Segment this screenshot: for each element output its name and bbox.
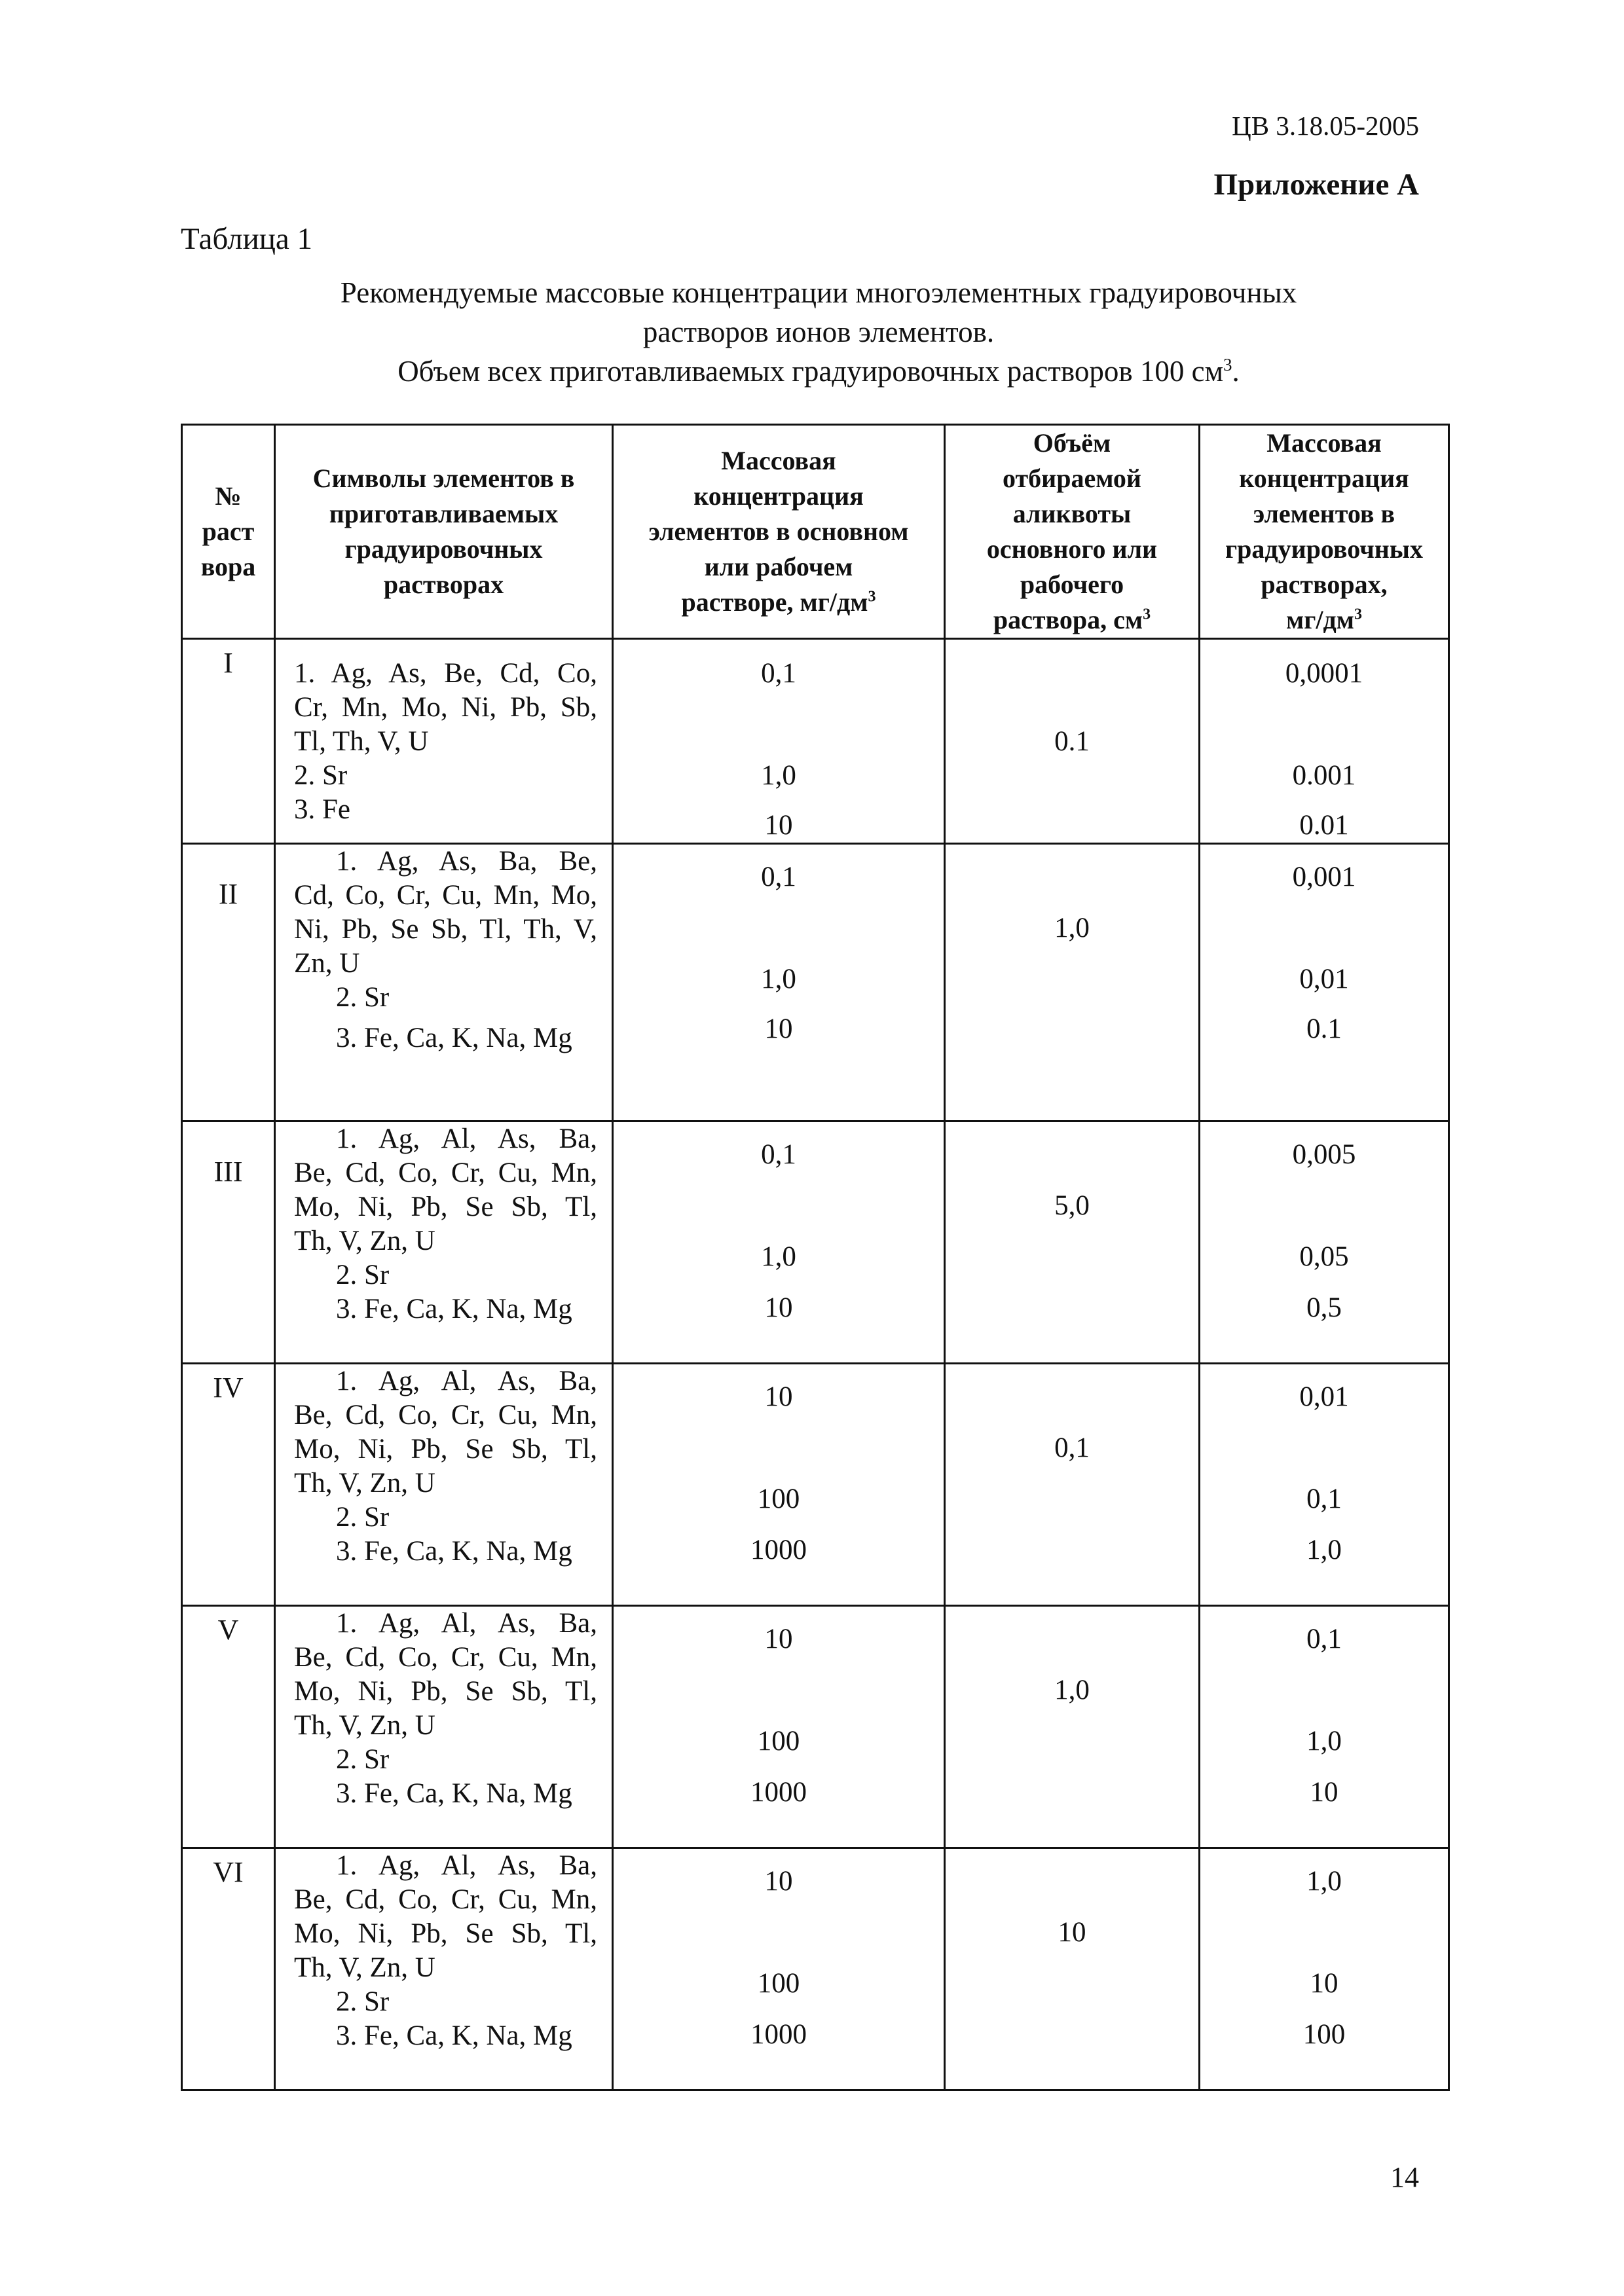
element-line: Be, Cd, Co, Cr, Cu, Mn,	[294, 1642, 597, 1673]
stock-value: 10	[764, 1866, 793, 1897]
element-line: 2. Sr	[336, 982, 390, 1013]
element-line: 2. Sr	[336, 1502, 390, 1533]
header-line: Массовая	[1266, 428, 1382, 458]
calib-value: 0,01	[1299, 964, 1349, 994]
element-line: Th, V, Zn, U	[294, 1468, 435, 1499]
stock-value: 0,1	[761, 658, 796, 689]
col-header-stock-concentration	[613, 425, 945, 639]
calib-value: 0.01	[1299, 810, 1349, 841]
aliquot-value: 10	[1058, 1917, 1086, 1948]
aliquot-cell	[945, 1606, 1200, 1848]
element-line: Cd, Co, Cr, Cu, Mn, Mo,	[294, 880, 597, 911]
header-line	[946, 602, 1198, 638]
calibration-concentration-cell	[1200, 1848, 1449, 2090]
header-line: аликвоты	[1012, 499, 1132, 528]
element-line: Mo, Ni, Pb, Se Sb, Tl,	[294, 1676, 597, 1707]
element-line: 3. Fe, Ca, K, Na, Mg	[336, 1778, 572, 1809]
element-line: 1. Ag, Al, As, Ba,	[336, 1608, 597, 1639]
aliquot-cell	[945, 639, 1200, 844]
calib-value: 1,0	[1306, 1866, 1342, 1897]
stock-value: 1000	[750, 1535, 807, 1565]
stock-concentration-cell	[613, 1121, 945, 1364]
superscript: 3	[868, 588, 876, 606]
aliquot-cell	[945, 1121, 1200, 1364]
element-line: Mo, Ni, Pb, Se Sb, Tl,	[294, 1192, 597, 1222]
header-line	[1200, 602, 1448, 638]
header-line: Объём	[1033, 428, 1111, 458]
table-row	[182, 1848, 1449, 2090]
calib-value: 0,5	[1306, 1292, 1342, 1323]
element-symbols-cell	[275, 1364, 613, 1606]
header-line: рабочего	[1020, 570, 1124, 599]
header-line: раст	[202, 517, 255, 546]
row-number: V	[182, 1606, 275, 1848]
element-line: 2. Sr	[336, 1986, 390, 2017]
aliquot-cell	[945, 844, 1200, 1121]
element-line: 1. Ag, Al, As, Ba,	[336, 1123, 597, 1154]
caption-line-3	[249, 352, 1388, 391]
element-line: 1. Ag, As, Ba, Be,	[336, 846, 597, 877]
header-line: основного или	[986, 534, 1158, 564]
calib-value: 0,05	[1299, 1241, 1349, 1272]
element-symbols-cell	[275, 1121, 613, 1364]
row-number: I	[182, 639, 275, 844]
header-line: элементов в	[1253, 499, 1395, 528]
aliquot-cell	[945, 1848, 1200, 2090]
stock-value: 100	[757, 1968, 800, 1999]
stock-value: 10	[764, 1381, 793, 1412]
header-line: концентрация	[693, 481, 864, 511]
caption-line-3-text: Объем всех приготавливаемых градуировочных растворов 100 см	[397, 355, 1224, 388]
calib-value: 0,001	[1292, 862, 1356, 892]
element-symbols-cell	[275, 1606, 613, 1848]
header-line: Массовая	[721, 446, 836, 475]
aliquot-value: 0,1	[1054, 1432, 1090, 1463]
stock-value: 1000	[750, 2019, 807, 2050]
caption-line-3-end: .	[1232, 355, 1240, 388]
header-text: раствора, см	[993, 605, 1143, 634]
aliquot-cell	[945, 1364, 1200, 1606]
stock-value: 0,1	[761, 862, 796, 892]
superscript: 3	[1354, 606, 1362, 623]
element-line: Ni, Pb, Se Sb, Tl, Th, V,	[294, 914, 597, 945]
caption-line-2: растворов ионов элементов.	[642, 316, 995, 348]
stock-value: 1,0	[761, 1241, 796, 1272]
calib-value: 0.001	[1292, 760, 1356, 791]
col-header-aliquot	[945, 425, 1200, 639]
element-symbols-cell	[275, 1848, 613, 2090]
element-line: Be, Cd, Co, Cr, Cu, Mn,	[294, 1400, 597, 1430]
table-caption	[249, 273, 1388, 391]
stock-value: 100	[757, 1726, 800, 1757]
aliquot-value: 1,0	[1054, 913, 1090, 943]
element-line: Be, Cd, Co, Cr, Cu, Mn,	[294, 1884, 597, 1915]
header-line	[614, 585, 944, 620]
header-line: растворах	[383, 570, 504, 599]
element-line: 3. Fe, Ca, K, Na, Mg	[336, 1294, 572, 1324]
header-line: приготавливаемых	[329, 499, 559, 528]
table-row	[182, 1364, 1449, 1606]
calib-value: 0,1	[1306, 1484, 1342, 1514]
col-header-symbols	[275, 425, 613, 639]
stock-concentration-cell	[613, 1364, 945, 1606]
element-line: 2. Sr	[294, 760, 348, 791]
element-line: Th, V, Zn, U	[294, 1226, 435, 1256]
header-text: мг/дм	[1285, 605, 1354, 634]
appendix-title: Приложение А	[1213, 168, 1419, 202]
col-header-calibration-concentration	[1200, 425, 1449, 639]
table-header-row	[182, 425, 1449, 639]
header-line: №	[215, 481, 242, 511]
element-line: 3. Fe, Ca, K, Na, Mg	[336, 1023, 572, 1053]
stock-value: 0,1	[761, 1139, 796, 1170]
header-line: вора	[200, 552, 256, 581]
element-line: Mo, Ni, Pb, Se Sb, Tl,	[294, 1918, 597, 1949]
stock-concentration-cell	[613, 1606, 945, 1848]
element-line: 2. Sr	[336, 1260, 390, 1290]
table-row	[182, 844, 1449, 1121]
calib-value: 0,0001	[1285, 658, 1363, 689]
element-line: Tl, Th, V, U	[294, 726, 429, 757]
element-symbols-cell	[275, 844, 613, 1121]
header-line: градуировочных	[1225, 534, 1424, 564]
row-number: IV	[182, 1364, 275, 1606]
col-header-number	[182, 425, 275, 639]
aliquot-value: 5,0	[1054, 1190, 1090, 1221]
stock-value: 10	[764, 1013, 793, 1044]
element-line: 1. Ag, Al, As, Ba,	[336, 1366, 597, 1396]
element-line: 3. Fe	[294, 794, 350, 825]
calib-value: 1,0	[1306, 1535, 1342, 1565]
calibration-concentration-cell	[1200, 639, 1449, 844]
header-line: градуировочных	[344, 534, 543, 564]
caption-line-1: Рекомендуемые массовые концентрации многоэлементных градуировочных	[340, 276, 1297, 309]
calib-value: 0,1	[1306, 1624, 1342, 1654]
row-number: VI	[182, 1848, 275, 2090]
calibration-concentration-cell	[1200, 1364, 1449, 1606]
element-symbols-cell	[275, 639, 613, 844]
element-line: Zn, U	[294, 948, 360, 979]
element-line: Th, V, Zn, U	[294, 1710, 435, 1741]
element-line: 3. Fe, Ca, K, Na, Mg	[336, 1536, 572, 1567]
calibration-concentration-cell	[1200, 1606, 1449, 1848]
calibration-table	[181, 424, 1450, 2091]
row-number: II	[182, 844, 275, 1121]
element-line: Cr, Mn, Mo, Ni, Pb, Sb,	[294, 692, 597, 723]
stock-value: 10	[764, 1292, 793, 1323]
calib-value: 1,0	[1306, 1726, 1342, 1757]
stock-concentration-cell	[613, 1848, 945, 2090]
element-line: Th, V, Zn, U	[294, 1952, 435, 1983]
aliquot-value: 0.1	[1054, 726, 1090, 757]
calib-value: 0.1	[1306, 1013, 1342, 1044]
element-line: 3. Fe, Ca, K, Na, Mg	[336, 2020, 572, 2051]
stock-value: 1000	[750, 1777, 807, 1808]
row-number: III	[182, 1121, 275, 1364]
calibration-concentration-cell	[1200, 844, 1449, 1121]
stock-value: 1,0	[761, 760, 796, 791]
calibration-concentration-cell	[1200, 1121, 1449, 1364]
superscript: 3	[1143, 606, 1151, 623]
element-line: Mo, Ni, Pb, Se Sb, Tl,	[294, 1434, 597, 1465]
stock-value: 100	[757, 1484, 800, 1514]
element-line: 2. Sr	[336, 1744, 390, 1775]
stock-concentration-cell	[613, 639, 945, 844]
table-label: Таблица 1	[181, 222, 313, 256]
header-line: концентрация	[1239, 464, 1409, 493]
header-line: или рабочем	[704, 552, 853, 581]
element-line: 1. Ag, As, Be, Cd, Co,	[294, 658, 597, 689]
document-code: ЦВ 3.18.05-2005	[1232, 111, 1419, 141]
calib-value: 100	[1302, 2019, 1346, 2050]
table-row	[182, 1121, 1449, 1364]
header-line: отбираемой	[1003, 464, 1141, 493]
header-text: растворе, мг/дм	[681, 587, 868, 617]
stock-value: 10	[764, 1624, 793, 1654]
table-row	[182, 1606, 1449, 1848]
calib-value: 10	[1310, 1968, 1338, 1999]
calib-value: 10	[1310, 1777, 1338, 1808]
caption-superscript: 3	[1223, 355, 1232, 374]
stock-value: 1,0	[761, 964, 796, 994]
header-line: элементов в основном	[648, 517, 909, 546]
element-line: Be, Cd, Co, Cr, Cu, Mn,	[294, 1157, 597, 1188]
table-row	[182, 639, 1449, 844]
page-number: 14	[1390, 2161, 1419, 2193]
stock-concentration-cell	[613, 844, 945, 1121]
stock-value: 10	[764, 810, 793, 841]
calib-value: 0,01	[1299, 1381, 1349, 1412]
element-line: 1. Ag, Al, As, Ba,	[336, 1850, 597, 1881]
header-line: растворах,	[1261, 570, 1388, 599]
header-line: Символы элементов в	[312, 464, 575, 493]
calib-value: 0,005	[1292, 1139, 1356, 1170]
aliquot-value: 1,0	[1054, 1675, 1090, 1705]
